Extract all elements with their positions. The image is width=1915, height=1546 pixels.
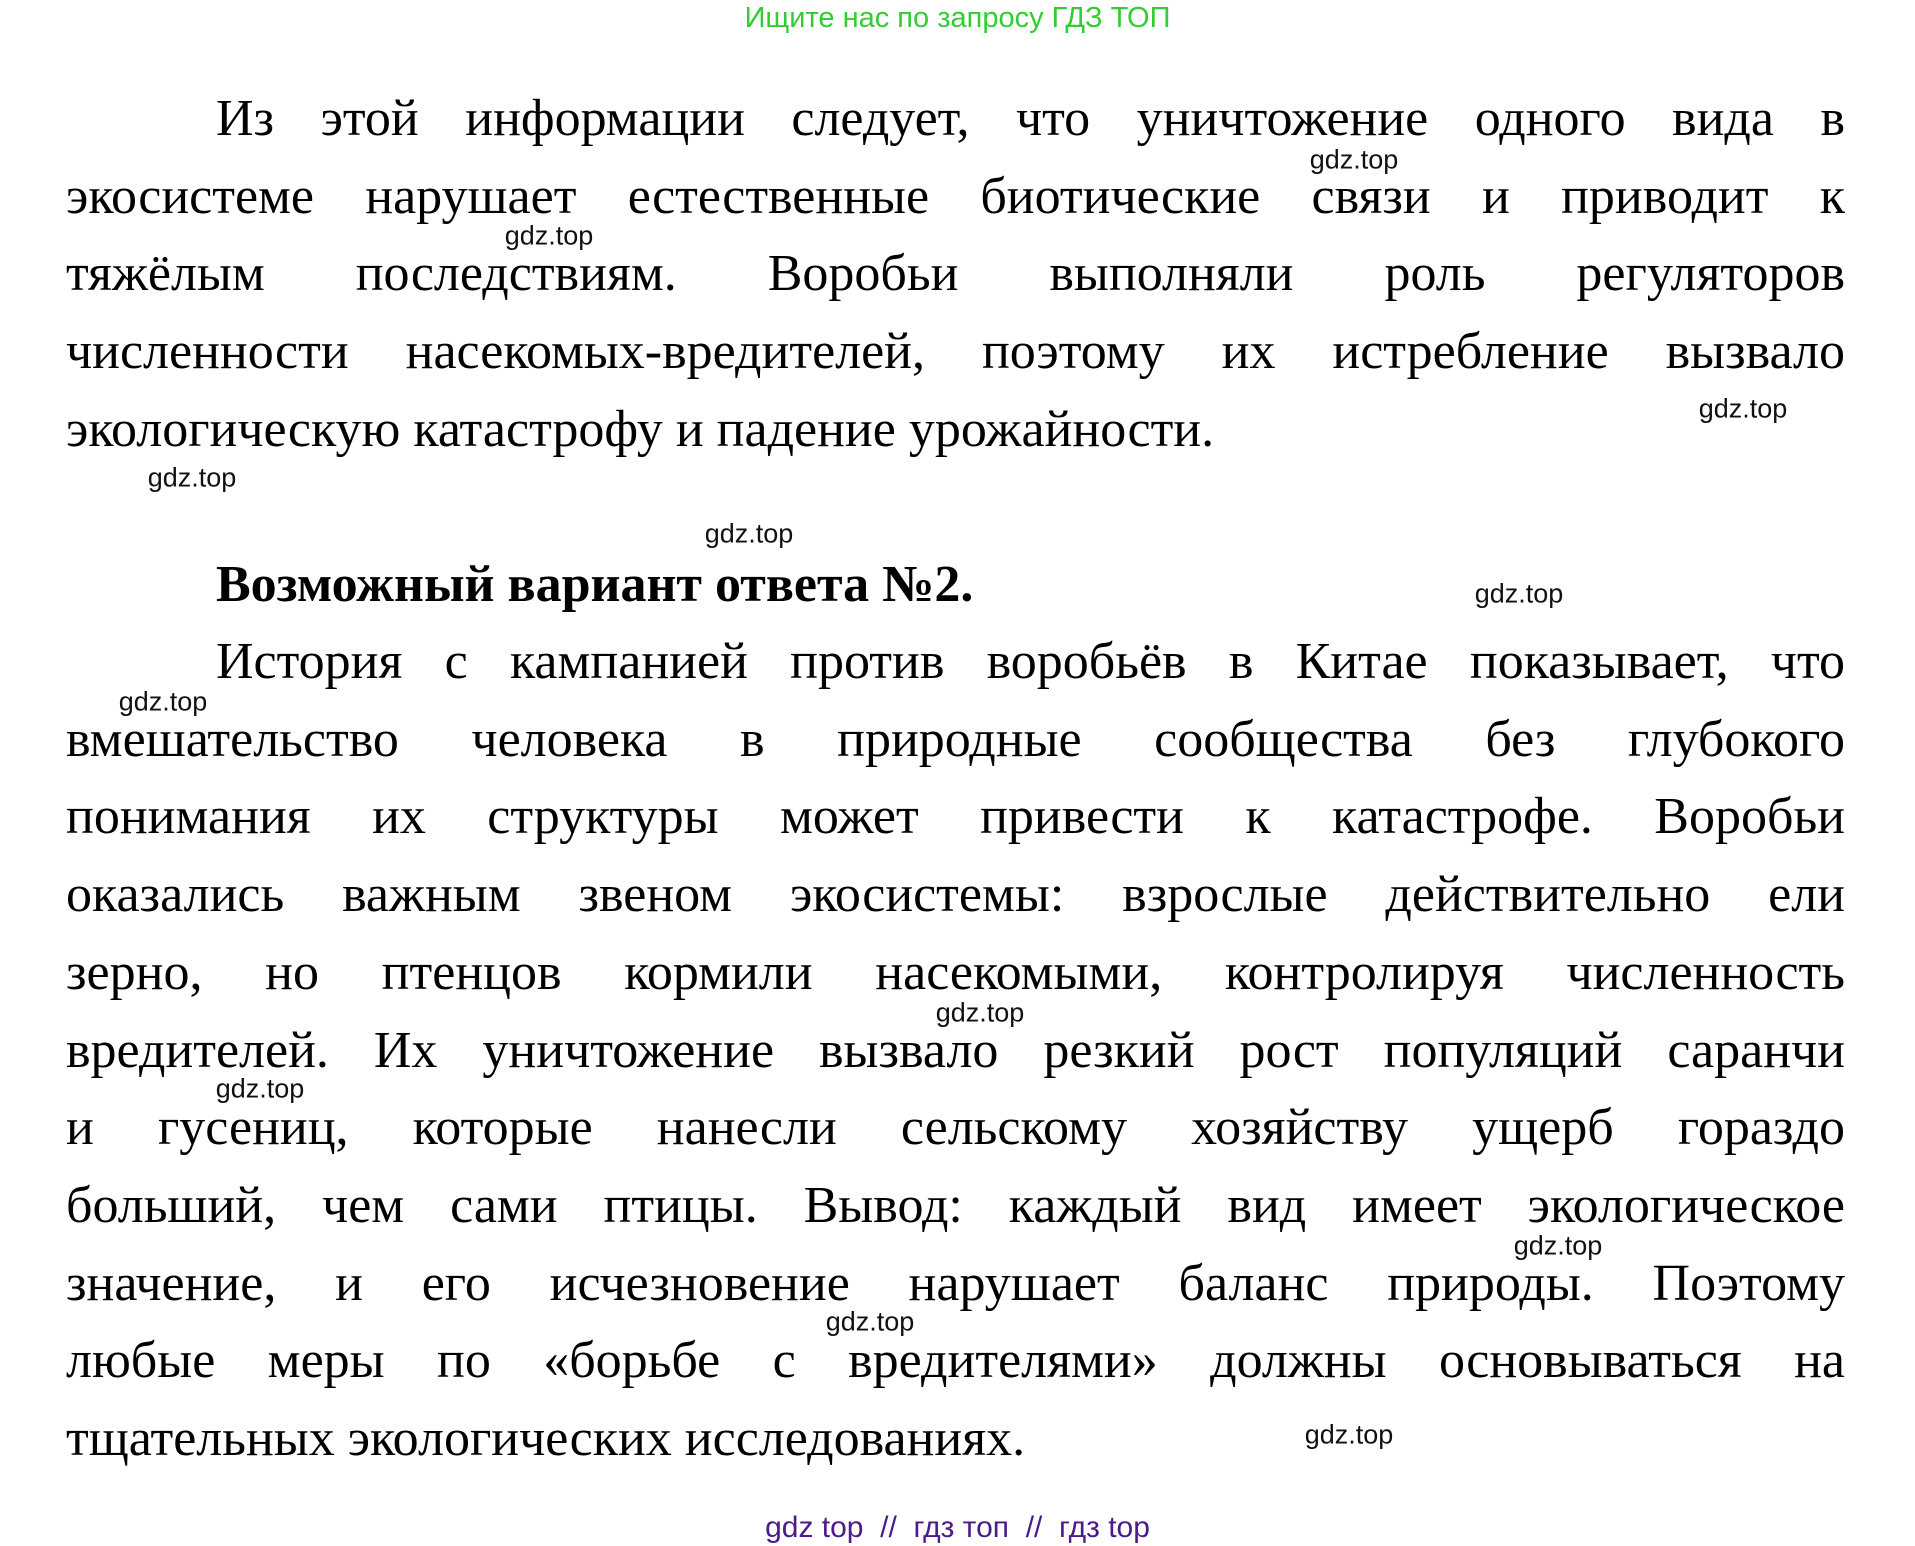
watermark: gdz.top — [1309, 144, 1399, 175]
answer-heading: Возможный вариант ответа №2. — [216, 556, 974, 613]
watermark: gdz.top — [147, 462, 237, 493]
text-line: значение, и его исчезновение нарушает баланс природы. Поэтому — [66, 1254, 1845, 1312]
text-line: вредителей. Их уничтожение вызвало резкий рост популяций саранчи — [66, 1021, 1845, 1079]
text-line: любые меры по «борьбе с вредителями» должны основываться на — [66, 1332, 1845, 1390]
footer-links: gdz top // гдз топ // гдз top — [765, 1511, 1150, 1544]
text-line: тщательных экологических исследованиях. — [66, 1410, 1026, 1468]
text-line: больший, чем сами птицы. Вывод: каждый вид имеет экологическое — [66, 1176, 1845, 1234]
search-banner: Ищите нас по запросу ГДЗ ТОП — [744, 2, 1171, 34]
watermark: gdz.top — [704, 518, 794, 549]
text-line: тяжёлым последствиям. Воробьи выполняли роль регуляторов — [66, 245, 1845, 303]
text-line: вмешательство человека в природные сообщества без глубокого — [66, 710, 1845, 768]
text-line: оказались важным звеном экосистемы: взрослые действительно ели — [66, 866, 1845, 924]
watermark: gdz.top — [935, 997, 1025, 1028]
text-line: численности насекомых-вредителей, поэтому их истребление вызвало — [66, 323, 1845, 381]
text-line: экологическую катастрофу и падение урожайности. — [66, 400, 1215, 458]
watermark: gdz.top — [1474, 578, 1564, 609]
paragraph-1 — [66, 80, 1845, 469]
text-line: зерно, но птенцов кормили насекомыми, контролируя численность — [66, 943, 1845, 1001]
text-line: экосистеме нарушает естественные биотические связи и приводит к — [66, 167, 1845, 225]
watermark: gdz.top — [1698, 393, 1788, 424]
watermark: gdz.top — [825, 1306, 915, 1337]
text-line: и гусениц, которые нанесли сельскому хозяйству ущерб гораздо — [66, 1099, 1845, 1157]
watermark: gdz.top — [1513, 1230, 1603, 1261]
paragraph-2 — [66, 623, 1845, 1478]
text-line: Из этой информации следует, что уничтожение одного вида в — [216, 90, 1845, 147]
text-line: понимания их структуры может привести к катастрофе. Воробьи — [66, 788, 1845, 846]
watermark: gdz.top — [118, 686, 208, 717]
watermark: gdz.top — [215, 1073, 305, 1104]
watermark: gdz.top — [504, 220, 594, 251]
watermark: gdz.top — [1304, 1419, 1394, 1450]
text-line: История с кампанией против воробьёв в Китае показывает, что — [216, 633, 1845, 690]
